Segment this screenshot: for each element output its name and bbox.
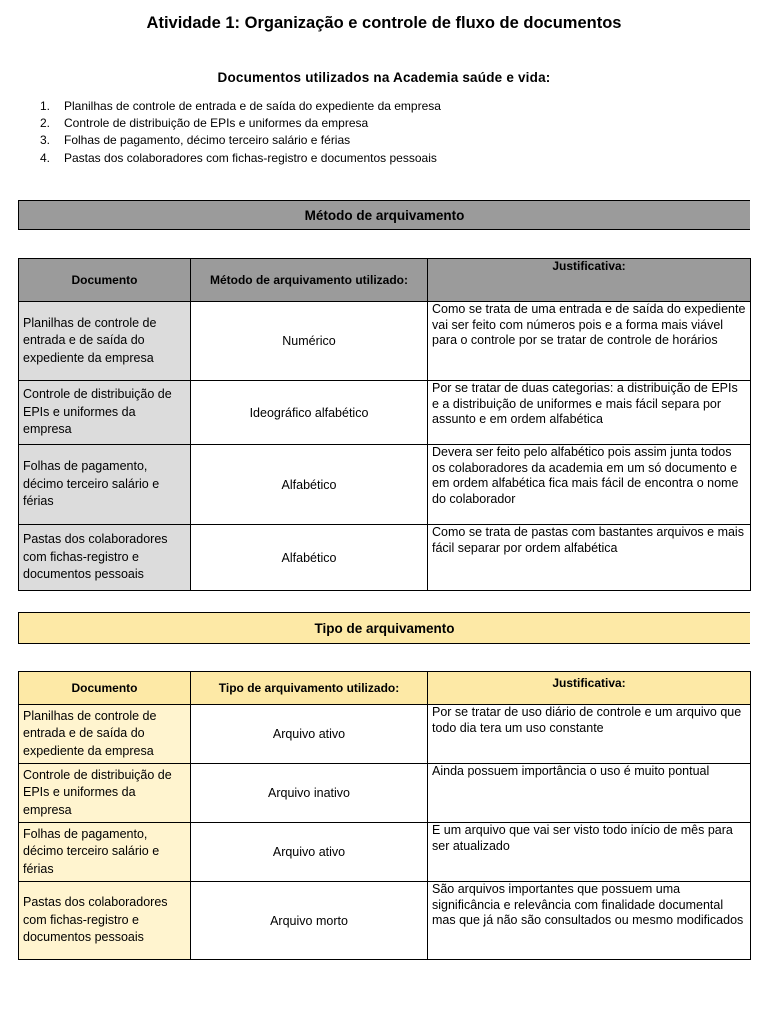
header-type: Tipo de arquivamento utilizado: [191, 672, 428, 705]
list-item-number: 3. [40, 133, 51, 148]
list-item-text: Pastas dos colaboradores com fichas-registro e documentos pessoais [64, 150, 437, 165]
table-header-row [19, 672, 751, 705]
header-method: Método de arquivamento utilizado: [191, 259, 428, 302]
type-cell: Arquivo morto [191, 882, 428, 960]
document-cell: Planilhas de controle de entrada e de saída do expediente da empresa [19, 302, 191, 381]
justification-cell: São arquivos importantes que possuem uma significância e relevância com finalidade documental mas que já não são consultados ou mesmo modificados [428, 882, 751, 960]
method-cell: Alfabético [191, 445, 428, 525]
list-item [40, 98, 441, 115]
list-item-text: Planilhas de controle de entrada e de saída do expediente da empresa [64, 99, 441, 113]
justification-cell: Devera ser feito pelo alfabético pois assim junta todos os colaboradores da academia em um só documento e em ordem alfabética fica mais fácil de encontra o nome do colaborador [428, 445, 751, 525]
justification-cell: Ainda possuem importância o uso é muito pontual [428, 764, 751, 823]
document-cell: Controle de distribuição de EPIs e uniformes da empresa [19, 381, 191, 445]
table-row [19, 705, 751, 764]
list-item [40, 132, 441, 149]
justification-cell: Como se trata de uma entrada e de saída do expediente vai ser feito com números pois e a forma mais viável para o controle por se tratar de controle de horários [428, 302, 751, 381]
justification-cell: Como se trata de pastas com bastantes arquivos e mais fácil separar por ordem alfabética [428, 525, 751, 591]
header-justification: Justificativa: [428, 672, 751, 705]
method-cell: Alfabético [191, 525, 428, 591]
header-document: Documento [19, 259, 191, 302]
list-item-text: Controle de distribuição de EPIs e uniformes da empresa [64, 116, 369, 131]
page-title: Atividade 1: Organização e controle de fluxo de documentos [146, 14, 622, 32]
type-cell: Arquivo inativo [191, 764, 428, 823]
table-header-row [19, 259, 751, 302]
table-row [19, 525, 751, 591]
justification-cell: Por se tratar de uso diário de controle e um arquivo que todo dia tera um uso constante [428, 705, 751, 764]
document-cell: Planilhas de controle de entrada e de saída do expediente da empresa [19, 705, 191, 764]
header-document: Documento [19, 672, 191, 705]
method-section-title: Método de arquivamento [18, 200, 750, 230]
method-cell: Ideográfico alfabético [191, 381, 428, 445]
table-row [19, 764, 751, 823]
table-row [19, 302, 751, 381]
method-cell: Numérico [191, 302, 428, 381]
documents-list [40, 98, 441, 167]
list-item [40, 150, 441, 167]
document-cell: Folhas de pagamento, décimo terceiro salário e férias [19, 823, 191, 882]
header-justification: Justificativa: [428, 259, 751, 302]
list-item [40, 115, 441, 132]
document-cell: Controle de distribuição de EPIs e uniformes da empresa [19, 764, 191, 823]
document-cell: Pastas dos colaboradores com fichas-registro e documentos pessoais [19, 882, 191, 960]
list-item-number: 2. [40, 116, 51, 131]
justification-cell: E um arquivo que vai ser visto todo início de mês para ser atualizado [428, 823, 751, 882]
table-row [19, 381, 751, 445]
type-cell: Arquivo ativo [191, 705, 428, 764]
table-row [19, 445, 751, 525]
list-item-text: Folhas de pagamento, décimo terceiro salário e férias [64, 133, 351, 148]
justification-cell: Por se tratar de duas categorias: a distribuição de EPIs e a distribuição de uniformes e mais fácil separa por assunto e em ordem alfabética [428, 381, 751, 445]
document-cell: Folhas de pagamento, décimo terceiro salário e férias [19, 445, 191, 525]
document-cell: Pastas dos colaboradores com fichas-registro e documentos pessoais [19, 525, 191, 591]
method-table [18, 258, 751, 591]
documents-subtitle: Documentos utilizados na Academia saúde e vida: [217, 70, 551, 85]
type-section-title: Tipo de arquivamento [18, 612, 750, 644]
list-item-number: 1. [40, 99, 51, 113]
list-item-number: 4. [40, 150, 51, 165]
type-cell: Arquivo ativo [191, 823, 428, 882]
table-row [19, 823, 751, 882]
table-row [19, 882, 751, 960]
type-table [18, 671, 751, 960]
